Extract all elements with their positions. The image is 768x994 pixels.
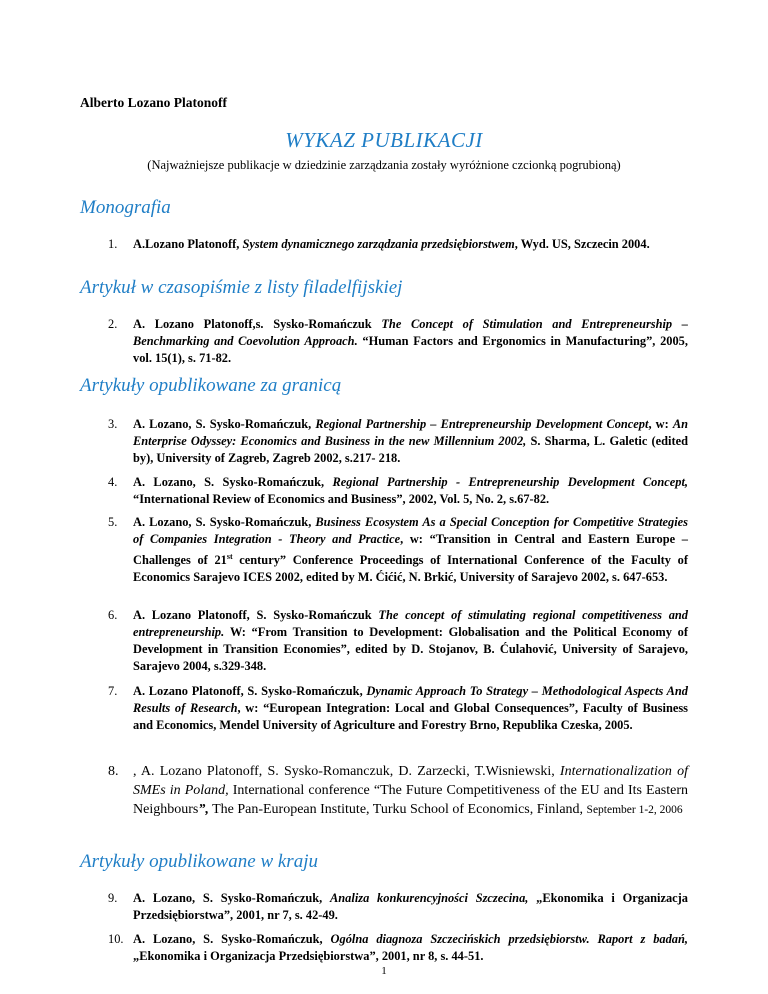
item-authors: , A. Lozano Platonoff, S. Sysko-Romanczuk, D. Zarzecki, T.Wisniewski, — [133, 764, 555, 779]
item-title: Business Ecosystem As a Special Conception for Competitive Strategies of Companies Integration - Theory and Practice — [133, 515, 688, 546]
item-title: The Concept of Stimulation and Entrepreneurship – Benchmarking and Coevolution Approach. — [133, 317, 688, 348]
item-title: System dynamicznego zarządzania przedsiębiorstwem — [242, 237, 515, 251]
page-number: 1 — [381, 965, 387, 977]
publication-item — [108, 316, 688, 367]
item-source: International conference “The Future Competitiveness of the EU and Its Eastern Neighbours — [133, 783, 689, 817]
item-quote-close: ”, — [198, 802, 209, 817]
item-source: , w: “European Integration: Local and Global Consequences”, Faculty of Business and Economics, Mendel University of Agriculture and Forestry Brno, Republika Czeska, 2005. — [133, 701, 688, 732]
item-authors: A. Lozano, S. Sysko-Romańczuk, — [133, 417, 312, 431]
item-source: , w: “Transition in Central and Eastern Europe – Challenges of 21 — [133, 532, 688, 568]
item-authors: A. Lozano, S. Sysko-Romańczuk, — [133, 515, 312, 529]
publication-item — [108, 236, 688, 253]
item-source: „Ekonomika i Organizacja Przedsiębiorstwa”, 2001, nr 7, s. 42-49. — [133, 891, 689, 922]
item-source-continued: century” Conference Proceedings of International Conference of the Faculty of Economics Sarajevo ICES 2002, edited by M. Ćićić, N. Brkić, University of Sarajevo 2002, s. 647-653. — [133, 553, 688, 585]
item-source: “Human Factors and Ergonomics in Manufacturing”, 2005, vol. 15(1), s. 71-82. — [133, 334, 688, 365]
page-title: WYKAZ PUBLIKACJI — [285, 128, 483, 152]
item-number: 1. — [108, 237, 118, 251]
item-authors: A. Lozano Platonoff,s. Sysko-Romańczuk — [133, 317, 372, 331]
section-heading-philadelphia-list: Artykuł w czasopiśmie z listy filadelfijskiej — [80, 277, 403, 298]
section-heading-monografia: Monografia — [80, 197, 171, 218]
item-superscript: st — [226, 552, 233, 561]
item-title: Regional Partnership – Entrepreneurship Development Concept — [315, 417, 649, 431]
item-number: 4. — [108, 475, 118, 489]
section-heading-domestic: Artykuły opublikowane w kraju — [80, 851, 318, 872]
publication-item — [108, 514, 688, 586]
item-number: 5. — [108, 515, 118, 529]
item-date: September 1-2, 2006 — [586, 804, 683, 816]
publication-item — [108, 607, 688, 675]
item-title: The concept of stimulating regional competitiveness and entrepreneurship. — [133, 608, 688, 639]
publication-item — [108, 890, 688, 924]
section-heading-abroad: Artykuły opublikowane za granicą — [80, 375, 342, 396]
item-title: Analiza konkurencyjności Szczecina, — [330, 891, 529, 905]
item-editors: S. Sharma, L. Galetic (edited by), University of Zagreb, Zagreb 2002, s.217- 218. — [133, 434, 688, 465]
item-title: Ogólna diagnoza Szczecińskich przedsiębiorstw. Raport z badań, — [330, 932, 688, 946]
item-title: Dynamic Approach To Strategy – Methodological Aspects And Results of Research — [133, 684, 688, 715]
item-source: “International Review of Economics and Business”, 2002, Vol. 5, No. 2, s.67-82. — [133, 492, 550, 506]
author-name: Alberto Lozano Platonoff — [80, 95, 227, 110]
item-authors: A. Lozano Platonoff, S. Sysko-Romańczuk, — [133, 684, 363, 698]
item-source: W: “From Transition to Development: Globalisation and the Political Economy of Development in Transition Economies”, edited by D. Stojanov, B. Ćulahović, University of Sarajevo, Sarajevo 2004, s.329-348. — [133, 625, 688, 673]
item-number: 10. — [108, 932, 124, 946]
publication-item — [108, 474, 688, 508]
item-number: 7. — [108, 684, 118, 698]
title-note: (Najważniejsze publikacje w dziedzinie zarządzania zostały wyróżnione czcionką pogrubioną) — [147, 158, 621, 172]
item-authors: A. Lozano, S. Sysko-Romańczuk, — [133, 932, 323, 946]
item-authors: A. Lozano, S. Sysko-Romańczuk, — [133, 891, 323, 905]
item-source: , w: — [648, 417, 669, 431]
item-number: 9. — [108, 891, 118, 905]
item-number: 2. — [108, 317, 118, 331]
item-authors: A. Lozano Platonoff, S. Sysko-Romańczuk — [133, 608, 372, 622]
item-source: „Ekonomika i Organizacja Przedsiębiorstwa”, 2001, nr 8, s. 44-51. — [133, 949, 484, 963]
publication-item — [108, 931, 688, 965]
item-title: Internationalization of SMEs in Poland, — [133, 764, 689, 798]
item-number: 6. — [108, 608, 118, 622]
item-title: Regional Partnership - Entrepreneurship Development Concept, — [332, 475, 688, 489]
publication-item — [108, 683, 688, 734]
publication-item — [108, 762, 688, 820]
item-authors: A. Lozano, S. Sysko-Romańczuk, — [133, 475, 325, 489]
item-number: 8. — [108, 764, 119, 779]
item-number: 3. — [108, 417, 118, 431]
item-publisher: The Pan-European Institute, Turku School of Economics, Finland, — [212, 802, 584, 817]
item-authors: A.Lozano Platonoff, — [133, 237, 240, 251]
publication-item — [108, 416, 688, 467]
item-source: , Wyd. US, Szczecin 2004. — [514, 237, 650, 251]
item-book-title: An Enterprise Odyssey: Economics and Business in the new Millennium 2002, — [133, 417, 688, 448]
